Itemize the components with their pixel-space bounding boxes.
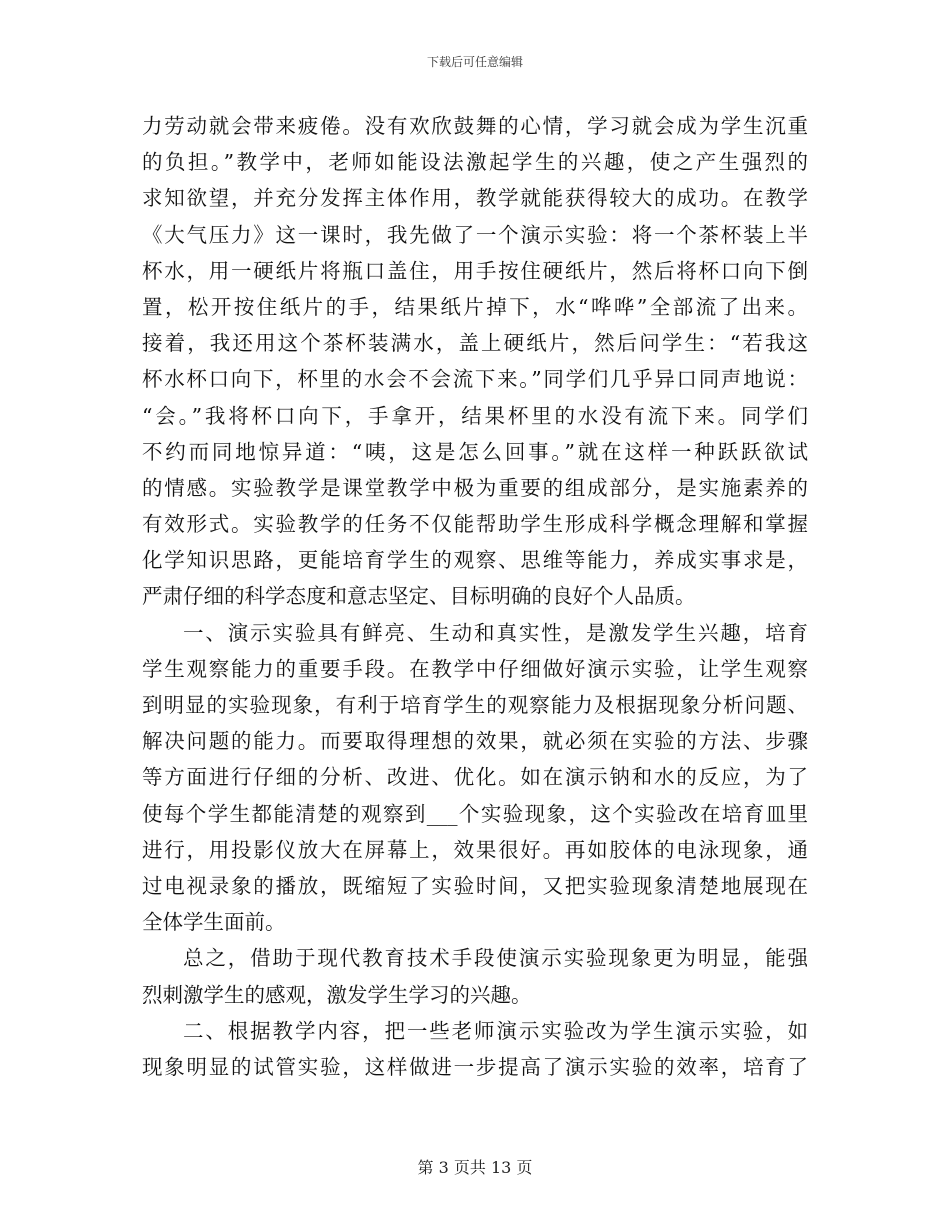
text-line: 进行，用投影仪放大在屏幕上，效果很好。再如胶体的电泳现象，通 bbox=[142, 837, 808, 862]
text-line: 化学知识思路，更能培育学生的观察、思维等能力，养成实事求是， bbox=[142, 548, 808, 573]
text-line: 求知欲望，并充分发挥主体作用，教学就能获得较大的成功。在教学 bbox=[142, 186, 808, 211]
text-line: 力劳动就会带来疲倦。没有欢欣鼓舞的心情，学习就会成为学生沉重 bbox=[142, 114, 808, 138]
text-line: 不约而同地惊异道：“咦，这是怎么回事。”就在这样一种跃跃欲试 bbox=[142, 439, 808, 464]
text-line: 有效形式。实验教学的任务不仅能帮助学生形成科学概念理解和掌握 bbox=[142, 512, 808, 537]
text-line: 《大气压力》这一课时，我先做了一个演示实验：将一个茶杯装上半 bbox=[142, 222, 808, 247]
text-line: 学生观察能力的重要手段。在教学中仔细做好演示实验，让学生观察 bbox=[142, 656, 808, 681]
document-body bbox=[142, 108, 808, 1085]
text-line: 的负担。”教学中，老师如能设法激起学生的兴趣，使之产生强烈的 bbox=[142, 150, 808, 175]
paragraph-start-line: 二、根据教学内容，把一些老师演示实验改为学生演示实验，如 bbox=[183, 1018, 808, 1043]
text-line: “会。”我将杯口向下，手拿开，结果杯里的水没有流下来。同学们 bbox=[142, 403, 808, 428]
page-header: 下载后可任意编辑 bbox=[426, 55, 523, 69]
page-number-footer: 第 3 页共 13 页 bbox=[417, 1158, 533, 1177]
text-line: 使每个学生都能清楚的观察到___个实验现象，这个实验改在培育皿里 bbox=[142, 801, 808, 826]
paragraph-start-line: 一、演示实验具有鲜亮、生动和真实性，是激发学生兴趣，培育 bbox=[183, 620, 808, 645]
text-line: 解决问题的能力。而要取得理想的效果，就必须在实验的方法、步骤 bbox=[142, 729, 808, 754]
text-line: 杯水杯口向下，杯里的水会不会流下来。”同学们几乎异口同声地说： bbox=[142, 367, 808, 392]
text-line: 现象明显的试管实验，这样做进一步提高了演示实验的效率，培育了 bbox=[142, 1054, 808, 1079]
text-line: 接着，我还用这个茶杯装满水，盖上硬纸片，然后问学生：“若我这 bbox=[142, 331, 808, 356]
text-line: 的情感。实验教学是课堂教学中极为重要的组成部分，是实施素养的 bbox=[142, 475, 808, 500]
text-line: 到明显的实验现象，有利于培育学生的观察能力及根据现象分析问题、 bbox=[142, 693, 808, 717]
text-line: 烈刺激学生的感观，激发学生学习的兴趣。 bbox=[142, 982, 532, 1007]
text-line: 过电视录象的播放，既缩短了实验时间，又把实验现象清楚地展现在 bbox=[142, 873, 808, 898]
text-line: 严肃仔细的科学态度和意志坚定、目标明确的良好个人品质。 bbox=[142, 584, 696, 609]
text-line: 置，松开按住纸片的手，结果纸片掉下，水“哗哗”全部流了出来。 bbox=[142, 294, 808, 319]
text-line: 全体学生面前。 bbox=[142, 910, 286, 935]
text-line: 等方面进行仔细的分析、改进、优化。如在演示钠和水的反应，为了 bbox=[142, 765, 808, 790]
text-line: 杯水，用一硬纸片将瓶口盖住，用手按住硬纸片，然后将杯口向下倒 bbox=[142, 258, 808, 283]
paragraph-start-line: 总之，借助于现代教育技术手段使演示实验现象更为明显，能强 bbox=[183, 946, 808, 971]
